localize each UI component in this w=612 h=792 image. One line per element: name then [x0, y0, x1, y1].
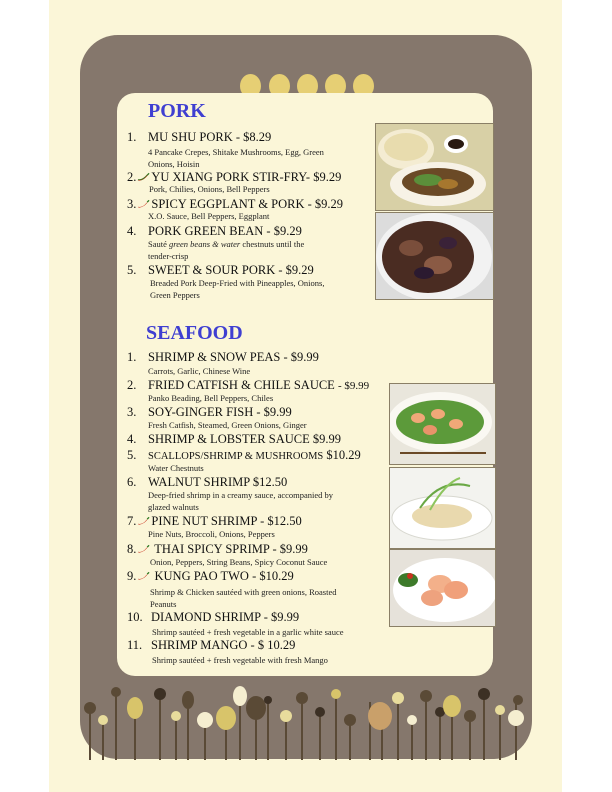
chili-pepper-icon — [137, 172, 150, 182]
item-description: 4 Pancake Crepes, Shitake Mushrooms, Egg, Green Onions, Hoisin — [148, 147, 324, 169]
menu-item: 10. DIAMOND SHRIMP - $9.99 — [127, 610, 300, 624]
item-description: Shrimp sautéed + fresh vegetable in a garlic white sauce — [152, 627, 344, 637]
item-description: X.O. Sauce, Bell Peppers, Eggplant — [148, 211, 270, 221]
menu-item: 4. SHRIMP & LOBSTER SAUCE $9.99 — [127, 432, 341, 446]
menu-item: 11. SHRIMP MANGO - $ 10.29 — [127, 638, 296, 652]
menu-item: 2. FRIED CATFISH & CHILE SAUCE - $9.99 — [127, 378, 370, 392]
item-description: Deep-fried shrimp in a creamy sauce, accompanied by glazed walnuts — [148, 490, 334, 512]
item-description: Panko Beading, Bell Peppers, Chiles — [148, 393, 274, 403]
item-description: Water Chestnuts — [148, 463, 204, 473]
menu-item: 7. PINE NUT SHRIMP - $12.50 — [127, 514, 302, 528]
chili-pepper-icon — [137, 571, 150, 581]
kung-pao-shrimp-photo — [389, 549, 496, 627]
item-description: Fresh Catfish, Steamed, Green Onions, Ginger — [148, 420, 307, 430]
decorative-stalks — [80, 680, 532, 760]
soy-ginger-fish-photo — [389, 467, 496, 549]
item-description: Shrimp & Chicken sautéed with green onions, Roasted Peanuts — [150, 587, 337, 609]
item-description: Sauté green beans & water chestnuts until the tender-crisp — [148, 239, 305, 261]
chili-pepper-icon — [137, 544, 150, 554]
chili-pepper-icon — [137, 199, 150, 209]
section-title-seafood: SEAFOOD — [146, 322, 243, 344]
chili-pepper-icon — [137, 516, 150, 526]
menu-item: 4. PORK GREEN BEAN - $9.29 — [127, 224, 302, 238]
menu-item: 3. SOY-GINGER FISH - $9.99 — [127, 405, 292, 419]
mu-shu-pork-photo — [375, 123, 494, 211]
menu-item: 1. MU SHU PORK - $8.29 — [127, 130, 272, 144]
menu-item: 2. YU XIANG PORK STIR-FRY- $9.29 — [127, 170, 342, 184]
menu-item: 1. SHRIMP & SNOW PEAS - $9.99 — [127, 350, 319, 364]
item-description: Pork, Chilies, Onions, Bell Peppers — [149, 184, 270, 194]
menu-item: 9. KUNG PAO TWO - $10.29 — [127, 569, 294, 583]
menu-item: 8. THAI SPICY SPRIMP - $9.99 — [127, 542, 308, 556]
item-description: Carrots, Garlic, Chinese Wine — [148, 366, 251, 376]
item-description: Breaded Pork Deep-Fried with Pineapples, Onions, Green Peppers — [150, 278, 325, 300]
item-description: Pine Nuts, Broccoli, Onions, Peppers — [148, 529, 275, 539]
menu-item: 3. SPICY EGGPLANT & PORK - $9.29 — [127, 197, 344, 211]
menu-item: 5. SWEET & SOUR PORK - $9.29 — [127, 263, 314, 277]
shrimp-snow-peas-photo — [389, 383, 496, 465]
item-description: Onion, Peppers, String Beans, Spicy Coconut Sauce — [150, 557, 328, 567]
item-description: Shrimp sautéed + fresh vegetable with fresh Mango — [152, 655, 328, 665]
menu-item: 5. SCALLOPS/SHRIMP & MUSHROOMS $10.29 — [127, 448, 361, 462]
section-title-pork: PORK — [148, 100, 206, 122]
eggplant-pork-photo — [375, 212, 494, 300]
menu-item: 6. WALNUT SHRIMP $12.50 — [127, 475, 288, 489]
